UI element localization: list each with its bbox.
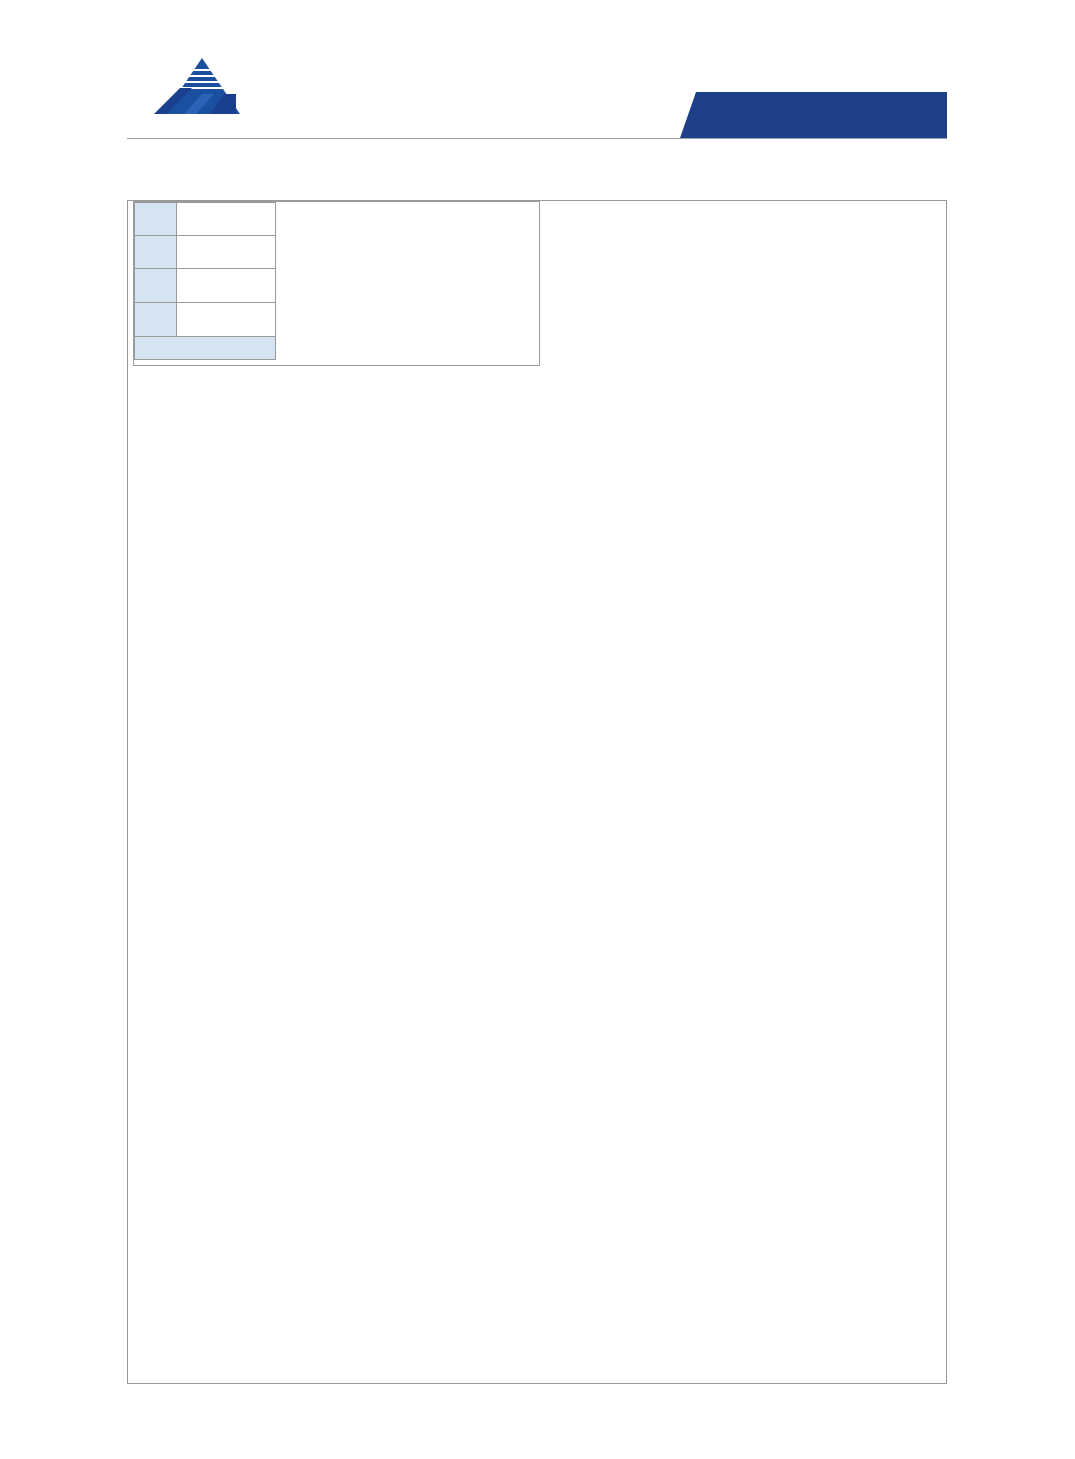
spec-value-model — [177, 203, 275, 235]
spec-value-thickness — [177, 269, 275, 302]
spec-row-model — [134, 202, 276, 235]
profile-drawing — [281, 202, 537, 370]
company-logo — [140, 58, 260, 134]
spec-table — [134, 202, 276, 360]
profile-grid — [127, 200, 947, 1384]
logo-mark-icon — [140, 58, 260, 120]
spec-row-name — [134, 235, 276, 268]
spec-row-note — [134, 336, 276, 360]
profile-card — [133, 201, 540, 366]
spec-value-weight — [177, 303, 275, 336]
header-divider — [127, 138, 947, 139]
spec-key-weight — [135, 303, 177, 336]
spec-row-thickness — [134, 268, 276, 302]
spec-row-weight — [134, 302, 276, 336]
slogan-banner — [680, 92, 947, 138]
spec-key-thickness — [135, 269, 177, 302]
spec-value-name — [177, 236, 275, 268]
spec-key-model — [135, 203, 177, 235]
spec-key-name — [135, 236, 177, 268]
